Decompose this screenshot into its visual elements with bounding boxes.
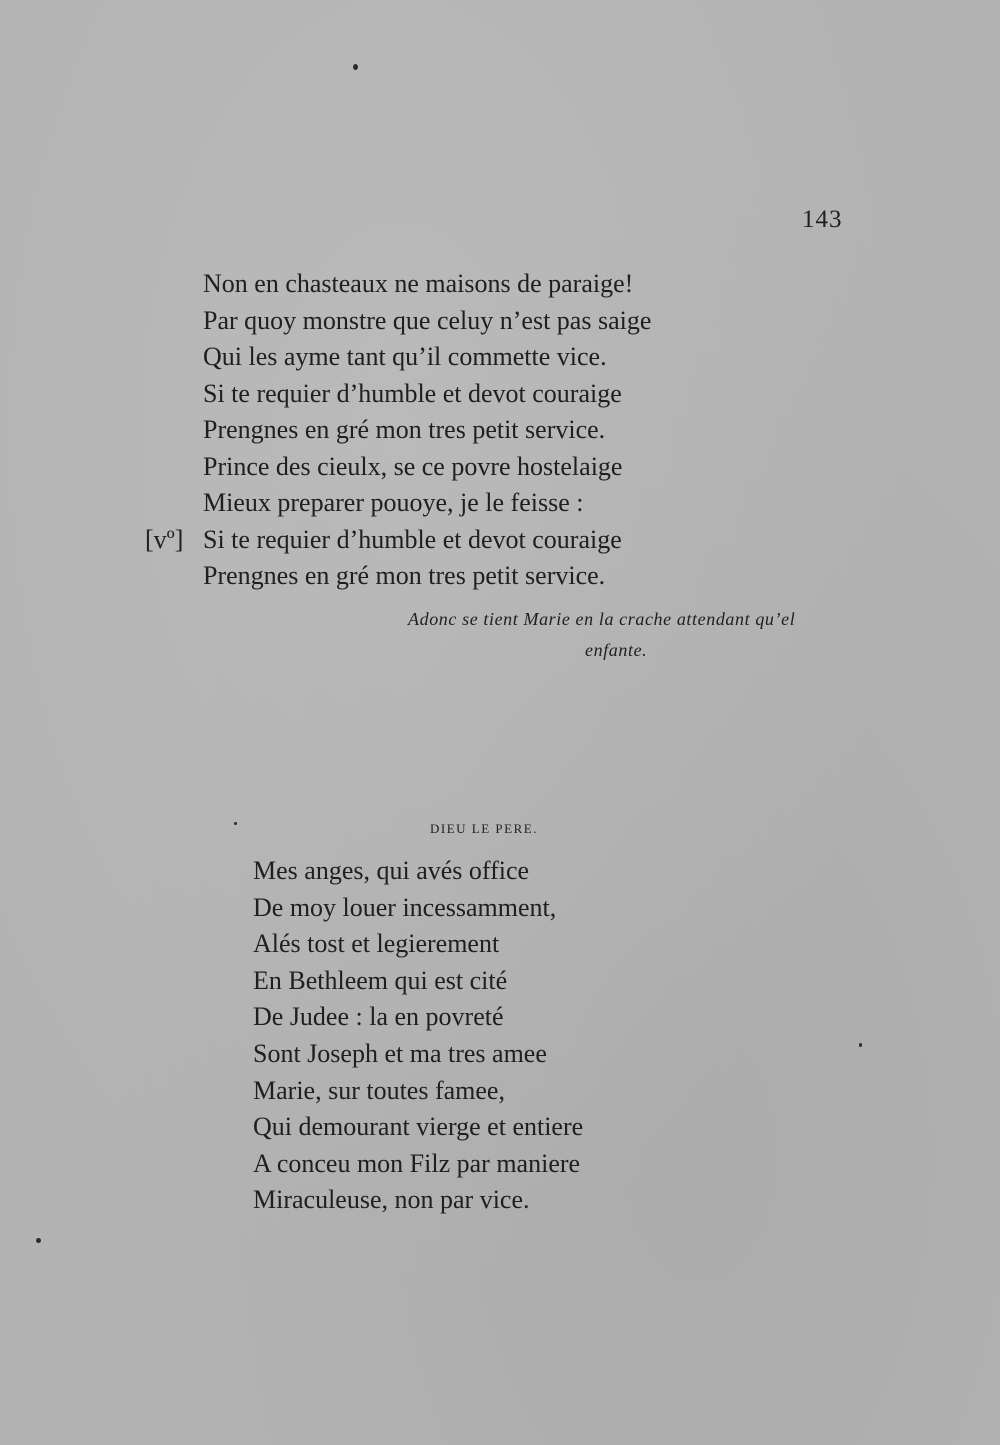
- verse-line-text: Si te requier d’humble et devot couraige: [203, 524, 622, 554]
- verse-line: Mes anges, qui avés office: [253, 856, 530, 885]
- verse-line: De Judee : la en povreté: [253, 1002, 504, 1032]
- verse-line: Prengnes en gré mon tres petit service.: [203, 415, 606, 444]
- verse-line: De moy louer incessamment,: [253, 892, 557, 922]
- verse-line: Non en chasteaux ne maisons de paraige!: [203, 269, 634, 298]
- ink-speck: [234, 822, 237, 825]
- verse-line: Par quoy monstre que celuy n’est pas saige: [203, 305, 652, 335]
- verse-line: Marie, sur toutes famee,: [253, 1075, 505, 1105]
- verse-line-with-margin: [145, 522, 651, 559]
- verse-line: Alés tost et legierement: [253, 929, 500, 959]
- verse-line: Qui les ayme tant qu’il commette vice.: [203, 342, 607, 371]
- page-number: 143: [802, 206, 843, 233]
- verse-line: Mieux preparer pouoye, je le feisse :: [203, 488, 584, 517]
- verse-line: Sont Joseph et ma tres amee: [253, 1038, 547, 1068]
- ink-speck: [353, 64, 358, 70]
- verse-line: Prince des cieulx, se ce povre hostelaige: [203, 451, 623, 481]
- verse-line: Si te requier d’humble et devot couraige: [203, 378, 622, 408]
- stage-direction-line-1: Adonc se tient Marie en la crache attendant qu’el: [408, 609, 796, 629]
- verse-line: Miraculeuse, non par vice.: [253, 1185, 530, 1215]
- verse-stanza-2: [253, 853, 583, 1219]
- verse-line: En Bethleem qui est cité: [253, 965, 508, 995]
- verse-line: Qui demourant vierge et entiere: [253, 1112, 584, 1142]
- ink-speck: [36, 1238, 41, 1243]
- ink-speck: [859, 1043, 862, 1047]
- speaker-heading: DIEU LE PERE.: [430, 821, 538, 836]
- stage-direction-line-2: enfante.: [585, 640, 648, 660]
- verse-line: Prengnes en gré mon tres petit service.: [203, 561, 606, 590]
- verse-stanza-1: [145, 266, 652, 595]
- verse-line: A conceu mon Filz par maniere: [253, 1148, 581, 1178]
- margin-note-verso: [vº]: [145, 524, 184, 554]
